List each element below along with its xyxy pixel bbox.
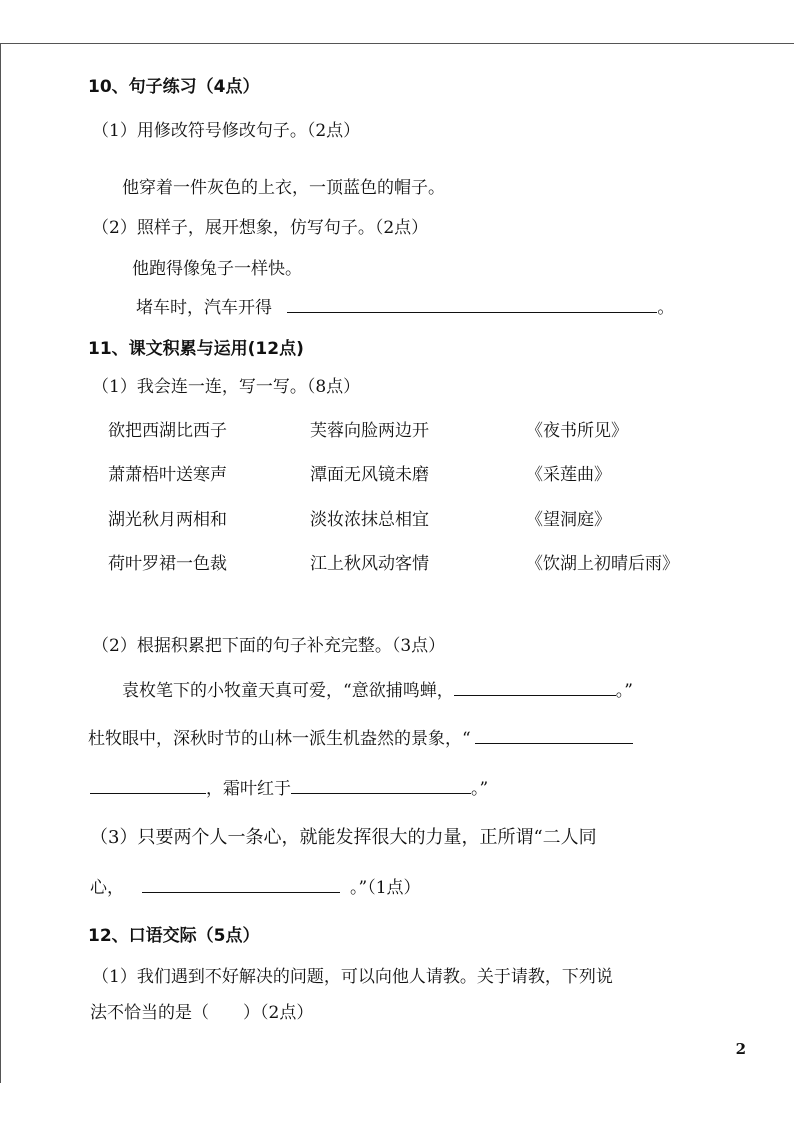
match-mid-4[interactable]: 江上秋风动客情 [310, 554, 429, 574]
q10-part2-prompt: 堵车时，汽车开得 [136, 298, 272, 318]
q11-part2-line1-end: 。” [615, 681, 633, 701]
match-right-4[interactable]: 《饮湖上初晴后雨》 [526, 554, 679, 574]
page-border-top [0, 43, 794, 44]
q11-part2-line2 [88, 727, 633, 750]
answer-blank[interactable] [90, 777, 206, 794]
q10-part2-prompt-line [136, 296, 674, 319]
q10-part2: （2）照样子，展开想象，仿写句子。（2点） [92, 218, 429, 238]
q11-part1: （1）我会连一连，写一写。（8点） [92, 377, 361, 397]
answer-blank[interactable] [475, 727, 633, 744]
q10-part2-example: 他跑得像兔子一样快。 [132, 259, 302, 279]
match-left-3[interactable]: 湖光秋月两相和 [108, 510, 227, 530]
page-border-left [0, 43, 1, 1083]
q11-part3-line1: （3）只要两个人一条心，就能发挥很大的力量，正所谓“二人同 [90, 827, 597, 848]
q11-part2-line1 [122, 679, 633, 702]
q11-part2-line3-text: ，霜叶红于 [206, 779, 291, 799]
q11-part2-line3 [90, 777, 488, 800]
answer-blank[interactable] [142, 876, 340, 893]
match-left-1[interactable]: 欲把西湖比西子 [108, 421, 227, 441]
match-right-2[interactable]: 《采莲曲》 [526, 465, 611, 485]
q11-part3-line2 [90, 876, 421, 899]
q11-part3-line2-end: 。”（1点） [350, 878, 421, 898]
q12-part1-line1: （1）我们遇到不好解决的问题，可以向他人请教。关于请教，下列说 [92, 967, 613, 987]
q10-part1-sentence: 他穿着一件灰色的上衣，一顶蓝色的帽子。 [122, 178, 445, 198]
q11-part2-line1-text: 袁枚笔下的小牧童天真可爱，“意欲捕鸣蝉， [122, 681, 454, 701]
match-left-4[interactable]: 荷叶罗裙一色裁 [108, 554, 227, 574]
q11-title: 11、课文积累与运用(12点) [88, 339, 304, 359]
answer-blank[interactable] [454, 679, 616, 696]
q10-part1: （1）用修改符号修改句子。（2点） [92, 121, 361, 141]
page-number: 2 [735, 1040, 746, 1058]
q12-part1-line2: 法不恰当的是（ ）（2点） [90, 1003, 314, 1023]
answer-blank[interactable] [287, 296, 657, 313]
match-right-3[interactable]: 《望洞庭》 [526, 510, 611, 530]
q11-part2-line2-text: 杜牧眼中，深秋时节的山林一派生机盎然的景象，“ [88, 729, 471, 749]
answer-blank[interactable] [291, 777, 471, 794]
match-right-1[interactable]: 《夜书所见》 [526, 421, 628, 441]
q10-title: 10、句子练习（4点） [88, 77, 260, 97]
q11-part2-line3-end: 。” [471, 779, 489, 799]
q11-part3-line2-start: 心， [90, 878, 124, 898]
match-mid-2[interactable]: 潭面无风镜未磨 [310, 465, 429, 485]
q10-part2-end: 。 [657, 298, 675, 318]
match-mid-3[interactable]: 淡妆浓抹总相宜 [310, 510, 429, 530]
match-left-2[interactable]: 萧萧梧叶送寒声 [108, 465, 227, 485]
q11-part2: （2）根据积累把下面的句子补充完整。（3点） [92, 636, 446, 656]
q12-title: 12、口语交际（5点） [88, 926, 260, 946]
match-mid-1[interactable]: 芙蓉向脸两边开 [310, 421, 429, 441]
